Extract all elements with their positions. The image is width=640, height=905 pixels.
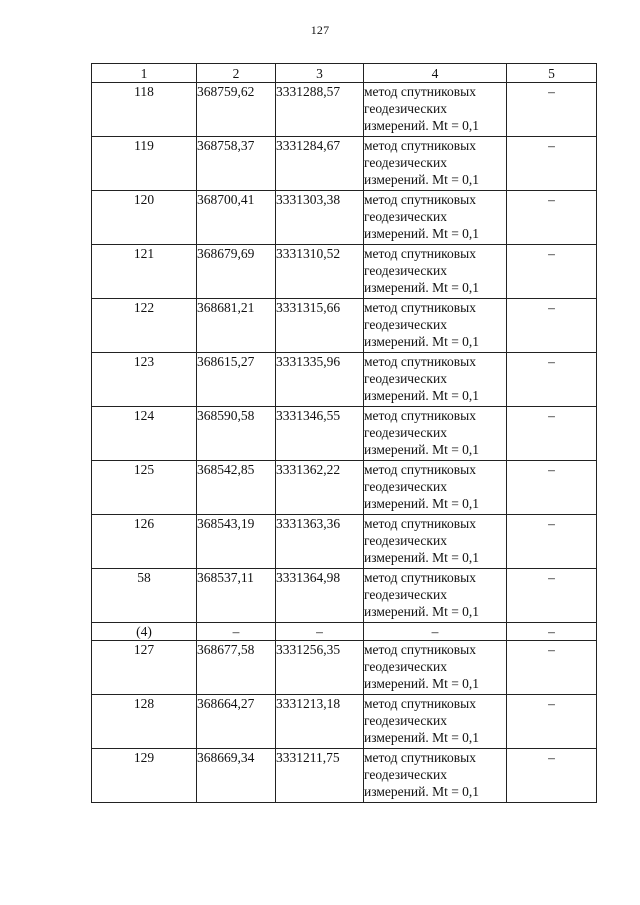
method-text-line: геодезических	[364, 713, 447, 728]
accuracy-cell: –	[507, 695, 597, 749]
method-text-line: измерений. Mt = 0,1	[364, 442, 480, 457]
separator-cell: (4)	[92, 623, 197, 641]
method-text-line: геодезических	[364, 317, 447, 332]
method-text-line: геодезических	[364, 479, 447, 494]
method-text-line: геодезических	[364, 155, 447, 170]
method-text-line: метод спутниковых	[364, 300, 476, 315]
y-coordinate-cell: 3331211,75	[276, 749, 364, 803]
x-coordinate-cell: 368758,37	[197, 137, 276, 191]
method-text-line: метод спутниковых	[364, 354, 476, 369]
method-text-line: геодезических	[364, 101, 447, 116]
method-text-line: метод спутниковых	[364, 642, 476, 657]
x-coordinate-cell: 368590,58	[197, 407, 276, 461]
accuracy-cell: –	[507, 83, 597, 137]
x-coordinate-cell: 368681,21	[197, 299, 276, 353]
method-text-line: метод спутниковых	[364, 516, 476, 531]
page-number: 127	[310, 23, 330, 37]
separator-cell: –	[507, 623, 597, 641]
method-text-line: измерений. Mt = 0,1	[364, 784, 480, 799]
x-coordinate-cell: 368664,27	[197, 695, 276, 749]
method-text-line: метод спутниковых	[364, 750, 476, 765]
point-number-cell: 128	[92, 695, 197, 749]
point-number-cell: 121	[92, 245, 197, 299]
point-number-cell: 122	[92, 299, 197, 353]
method-text-line: измерений. Mt = 0,1	[364, 172, 480, 187]
x-coordinate-cell: 368615,27	[197, 353, 276, 407]
table-row	[92, 191, 597, 245]
accuracy-cell: –	[507, 191, 597, 245]
method-cell	[364, 245, 507, 299]
accuracy-cell: –	[507, 137, 597, 191]
table-row	[92, 299, 597, 353]
method-cell	[364, 137, 507, 191]
table-row	[92, 83, 597, 137]
method-text-line: измерений. Mt = 0,1	[364, 334, 480, 349]
table-row	[92, 515, 597, 569]
method-cell	[364, 299, 507, 353]
method-text-line: измерений. Mt = 0,1	[364, 280, 480, 295]
header-cell-2: 2	[197, 64, 276, 83]
point-number-cell: 126	[92, 515, 197, 569]
x-coordinate-cell: 368759,62	[197, 83, 276, 137]
x-coordinate-cell: 368677,58	[197, 641, 276, 695]
point-number-cell: 127	[92, 641, 197, 695]
point-number-cell: 123	[92, 353, 197, 407]
method-cell	[364, 353, 507, 407]
y-coordinate-cell: 3331362,22	[276, 461, 364, 515]
method-text-line: геодезических	[364, 425, 447, 440]
y-coordinate-cell: 3331303,38	[276, 191, 364, 245]
method-text-line: геодезических	[364, 587, 447, 602]
method-text-line: измерений. Mt = 0,1	[364, 496, 480, 511]
header-cell-3: 3	[276, 64, 364, 83]
y-coordinate-cell: 3331284,67	[276, 137, 364, 191]
method-text-line: измерений. Mt = 0,1	[364, 388, 480, 403]
table-body	[92, 83, 597, 803]
method-text-line: геодезических	[364, 371, 447, 386]
table-row	[92, 461, 597, 515]
accuracy-cell: –	[507, 515, 597, 569]
y-coordinate-cell: 3331256,35	[276, 641, 364, 695]
method-text-line: геодезических	[364, 263, 447, 278]
y-coordinate-cell: 3331315,66	[276, 299, 364, 353]
method-text-line: геодезических	[364, 767, 447, 782]
method-cell	[364, 695, 507, 749]
accuracy-cell: –	[507, 353, 597, 407]
method-text-line: измерений. Mt = 0,1	[364, 550, 480, 565]
method-text-line: метод спутниковых	[364, 138, 476, 153]
method-cell	[364, 569, 507, 623]
header-cell-5: 5	[507, 64, 597, 83]
accuracy-cell: –	[507, 407, 597, 461]
coordinates-table	[91, 63, 597, 803]
method-text-line: измерений. Mt = 0,1	[364, 730, 480, 745]
y-coordinate-cell: 3331364,98	[276, 569, 364, 623]
point-number-cell: 58	[92, 569, 197, 623]
method-cell	[364, 407, 507, 461]
header-cell-4: 4	[364, 64, 507, 83]
table-row	[92, 569, 597, 623]
y-coordinate-cell: 3331363,36	[276, 515, 364, 569]
accuracy-cell: –	[507, 641, 597, 695]
table-row	[92, 749, 597, 803]
separator-cell: –	[276, 623, 364, 641]
accuracy-cell: –	[507, 299, 597, 353]
separator-cell: –	[197, 623, 276, 641]
x-coordinate-cell: 368543,19	[197, 515, 276, 569]
method-text-line: метод спутниковых	[364, 462, 476, 477]
point-number-cell: 125	[92, 461, 197, 515]
method-text-line: метод спутниковых	[364, 570, 476, 585]
method-text-line: метод спутниковых	[364, 696, 476, 711]
accuracy-cell: –	[507, 569, 597, 623]
point-number-cell: 118	[92, 83, 197, 137]
method-text-line: измерений. Mt = 0,1	[364, 604, 480, 619]
method-text-line: измерений. Mt = 0,1	[364, 118, 480, 133]
point-number-cell: 129	[92, 749, 197, 803]
point-number-cell: 124	[92, 407, 197, 461]
accuracy-cell: –	[507, 749, 597, 803]
table-row	[92, 641, 597, 695]
table-row	[92, 695, 597, 749]
x-coordinate-cell: 368679,69	[197, 245, 276, 299]
x-coordinate-cell: 368537,11	[197, 569, 276, 623]
method-text-line: метод спутниковых	[364, 408, 476, 423]
method-text-line: метод спутниковых	[364, 192, 476, 207]
table-row	[92, 407, 597, 461]
method-text-line: геодезических	[364, 533, 447, 548]
point-number-cell: 120	[92, 191, 197, 245]
method-text-line: измерений. Mt = 0,1	[364, 676, 480, 691]
y-coordinate-cell: 3331335,96	[276, 353, 364, 407]
separator-cell: –	[364, 623, 507, 641]
y-coordinate-cell: 3331310,52	[276, 245, 364, 299]
x-coordinate-cell: 368669,34	[197, 749, 276, 803]
point-number-cell: 119	[92, 137, 197, 191]
table-row	[92, 137, 597, 191]
contour-separator-row	[92, 623, 597, 641]
header-cell-1: 1	[92, 64, 197, 83]
method-cell	[364, 83, 507, 137]
y-coordinate-cell: 3331288,57	[276, 83, 364, 137]
table-row	[92, 353, 597, 407]
method-text-line: геодезических	[364, 209, 447, 224]
table-header-row	[92, 64, 597, 83]
x-coordinate-cell: 368700,41	[197, 191, 276, 245]
method-text-line: измерений. Mt = 0,1	[364, 226, 480, 241]
accuracy-cell: –	[507, 245, 597, 299]
accuracy-cell: –	[507, 461, 597, 515]
method-cell	[364, 749, 507, 803]
method-text-line: геодезических	[364, 659, 447, 674]
method-cell	[364, 461, 507, 515]
y-coordinate-cell: 3331346,55	[276, 407, 364, 461]
method-cell	[364, 515, 507, 569]
method-text-line: метод спутниковых	[364, 84, 476, 99]
y-coordinate-cell: 3331213,18	[276, 695, 364, 749]
x-coordinate-cell: 368542,85	[197, 461, 276, 515]
method-cell	[364, 641, 507, 695]
method-text-line: метод спутниковых	[364, 246, 476, 261]
method-cell	[364, 191, 507, 245]
table-row	[92, 245, 597, 299]
